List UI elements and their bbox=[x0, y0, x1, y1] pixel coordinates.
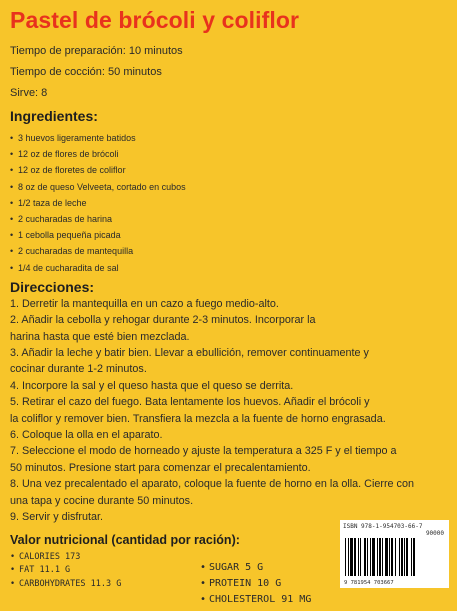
barcode-bar bbox=[354, 538, 356, 576]
barcode-bar bbox=[377, 538, 378, 576]
barcode-bar bbox=[404, 538, 405, 576]
directions-heading: Direcciones: bbox=[10, 278, 95, 295]
barcode-bar bbox=[364, 538, 366, 576]
direction-line: 4. Incorpore la sal y el queso hasta que el queso se derrita. bbox=[10, 379, 294, 392]
barcode-bar bbox=[389, 538, 390, 576]
ingredient-item: • 3 huevos ligeramente batidos bbox=[10, 130, 449, 146]
cook-time: Tiempo de cocción: 50 minutos bbox=[10, 66, 162, 78]
direction-line: 9. Servir y disfrutar. bbox=[10, 511, 104, 524]
nutrition-item: • CALORIES 173 bbox=[10, 551, 121, 565]
isbn-text: ISBN 978-1-954703-66-7 bbox=[343, 523, 423, 530]
direction-line: 1. Derretir la mantequilla en un cazo a fuego medio-alto. bbox=[10, 297, 279, 310]
nutrition-item: • CHOLESTEROL 91 MG bbox=[200, 592, 311, 608]
barcode-bar bbox=[406, 538, 408, 576]
nutrition-item: • SUGAR 5 G bbox=[200, 560, 311, 576]
direction-line: una tapa y cocine durante 50 minutos. bbox=[10, 494, 194, 507]
ingredient-item: • 1 cebolla pequeña picada bbox=[10, 227, 449, 243]
barcode-bar bbox=[370, 538, 371, 576]
prep-time: Tiempo de preparación: 10 minutos bbox=[10, 45, 183, 57]
barcode-digits: 9 781954 703667 bbox=[344, 580, 394, 586]
barcode-bar bbox=[411, 538, 412, 576]
ingredient-item: • 2 cucharadas de mantequilla bbox=[10, 243, 449, 259]
nutrition-column-right bbox=[200, 560, 311, 608]
barcode-bar bbox=[367, 538, 368, 576]
direction-line: harina hasta que esté bien mezclada. bbox=[10, 330, 190, 343]
direction-line: la coliflor y remover bien. Transfiera la mezcla a la fuente de horno engrasada. bbox=[10, 412, 386, 425]
barcode-bar bbox=[360, 538, 361, 576]
direction-line: 50 minutos. Presione start para comenzar el precalentamiento. bbox=[10, 461, 311, 474]
barcode-bar bbox=[382, 538, 383, 576]
barcode-bar bbox=[345, 538, 346, 576]
nutrition-item: • PROTEIN 10 G bbox=[200, 576, 311, 592]
barcode-bar bbox=[395, 538, 396, 576]
ingredients-heading: Ingredientes: bbox=[10, 108, 98, 124]
ingredients-list bbox=[10, 130, 449, 276]
direction-line: 8. Una vez precalentado el aparato, coloque la fuente de horno en la olla. Cierre con bbox=[10, 478, 414, 491]
isbn-barcode bbox=[340, 520, 449, 588]
direction-line: cocinar durante 1-2 minutos. bbox=[10, 363, 147, 376]
nutrition-heading: Valor nutricional (cantidad por ración): bbox=[10, 532, 240, 547]
direction-line: 5. Retirar el cazo del fuego. Bata lentamente los huevos. Añadir el brócoli y bbox=[10, 396, 370, 409]
barcode-bar bbox=[372, 538, 375, 576]
price-code: 90000 bbox=[425, 530, 444, 537]
barcode-bar bbox=[399, 538, 400, 576]
barcode-bar bbox=[385, 538, 388, 576]
servings: Sirve: 8 bbox=[10, 87, 48, 99]
ingredient-item: • 1/4 de cucharadita de sal bbox=[10, 260, 449, 276]
ingredient-item: • 12 oz de floretes de coliflor bbox=[10, 162, 449, 178]
barcode-bar bbox=[350, 538, 353, 576]
barcode-bar bbox=[413, 538, 415, 576]
direction-line: 7. Seleccione el modo de horneado y ajuste la temperatura a 325 F y el tiempo a bbox=[10, 445, 397, 458]
barcode-bar bbox=[401, 538, 403, 576]
barcode-bar bbox=[358, 538, 359, 576]
barcode-bars bbox=[345, 538, 444, 576]
nutrition-item: • FAT 11.1 G bbox=[10, 564, 121, 578]
direction-line: 6. Coloque la olla en el aparato. bbox=[10, 429, 163, 442]
barcode-bar bbox=[348, 538, 349, 576]
ingredient-item: • 1/2 taza de leche bbox=[10, 195, 449, 211]
barcode-bar bbox=[391, 538, 393, 576]
directions-list bbox=[10, 296, 449, 526]
ingredient-item: • 2 cucharadas de harina bbox=[10, 211, 449, 227]
nutrition-item: • CARBOHYDRATES 11.3 G bbox=[10, 578, 121, 592]
ingredient-item: • 8 oz de queso Velveeta, cortado en cubos bbox=[10, 179, 449, 195]
recipe-title: Pastel de brócoli y coliflor bbox=[10, 7, 300, 33]
direction-line: 3. Añadir la leche y batir bien. Llevar a ebullición, remover continuamente y bbox=[10, 347, 369, 360]
nutrition-column-left bbox=[10, 551, 121, 592]
ingredient-item: • 12 oz de flores de brócoli bbox=[10, 146, 449, 162]
direction-line: 2. Añadir la cebolla y rehogar durante 2-3 minutos. Incorporar la bbox=[10, 314, 316, 327]
barcode-bar bbox=[379, 538, 381, 576]
